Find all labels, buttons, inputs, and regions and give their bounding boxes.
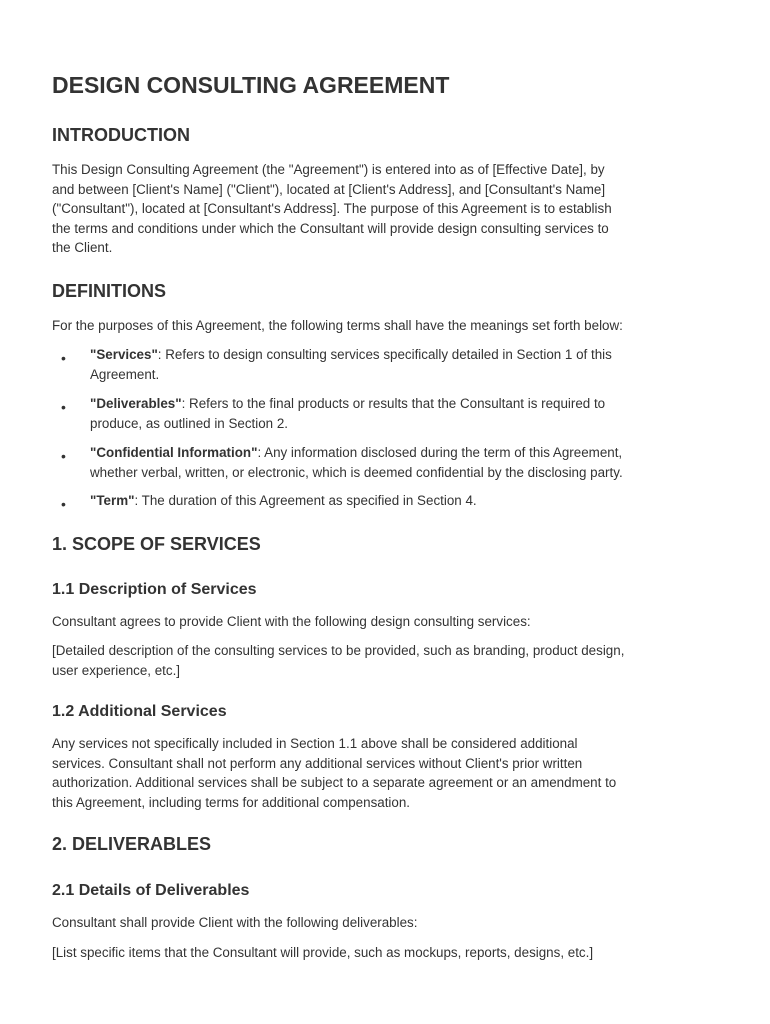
introduction-heading: INTRODUCTION [52,125,190,145]
additional-services-line: Any services not specifically included in Section 1.1 above shall be considered additional [52,736,578,751]
bullet-icon: • [61,448,66,464]
introduction-line: and between [Client's Name] ("Client"), located at [Client's Address], and [Consultant's Name] [52,181,606,197]
additional-services-line: services. Consultant shall not perform any additional services without Client's prior written [52,755,583,771]
deliverables-heading: 2. DELIVERABLES [52,834,212,854]
definition-text: whether verbal, written, or electronic, which is deemed confidential by the disclosing party. [90,464,623,480]
definition-text: : The duration of this Agreement as specified in Section 4. [134,493,477,508]
definition-term: "Confidential Information" [90,445,258,460]
definition-text: : Refers to the final products or results that the Consultant is required to [181,396,606,411]
bullet-icon: • [61,399,66,415]
additional-services-heading: 1.2 Additional Services [52,703,227,720]
description-of-services-intro: Consultant agrees to provide Client with the following design consulting services: [52,614,531,629]
details-of-deliverables-placeholder: [List specific items that the Consultant will provide, such as mockups, reports, designs, etc.] [52,945,594,960]
additional-services-line: authorization. Additional services shall be subject to a separate agreement or an amendment to [52,775,617,791]
placeholder-line: user experience, etc.] [52,662,181,678]
definitions-heading: DEFINITIONS [52,281,167,301]
introduction-paragraph [52,160,722,258]
bullet-icon: • [61,496,66,512]
bullet-icon: • [61,350,66,366]
introduction-line: the terms and conditions under which the Consultant will provide design consulting services to [52,220,609,236]
document-title: DESIGN CONSULTING AGREEMENT [52,72,450,98]
definition-term: "Deliverables" [90,396,182,411]
details-of-deliverables-intro: Consultant shall provide Client with the following deliverables: [52,915,418,930]
additional-services-paragraph [52,734,722,812]
introduction-line: This Design Consulting Agreement (the "Agreement") is entered into as of [Effective Date], by [52,162,605,177]
definition-text: : Refers to design consulting services specifically detailed in Section 1 of this [157,347,612,362]
description-of-services-placeholder [52,641,722,680]
description-of-services-heading: 1.1 Description of Services [52,581,257,598]
introduction-line: the Client. [52,240,113,256]
definition-text: Agreement. [90,366,160,382]
definition-text: : Any information disclosed during the term of this Agreement, [257,445,623,460]
definition-term: "Services" [90,347,158,362]
scope-heading: 1. SCOPE OF SERVICES [52,534,261,554]
definitions-intro: For the purposes of this Agreement, the following terms shall have the meanings set forth below: [52,318,623,333]
definition-text: produce, as outlined in Section 2. [90,415,289,431]
details-of-deliverables-heading: 2.1 Details of Deliverables [52,882,250,899]
introduction-line: ("Consultant"), located at [Consultant's Address]. The purpose of this Agreement is to establish [52,201,612,217]
additional-services-line: this Agreement, including terms for additional compensation. [52,794,411,810]
definition-term: "Term" [90,493,135,508]
placeholder-line: [Detailed description of the consulting services to be provided, such as branding, product design, [52,643,625,658]
